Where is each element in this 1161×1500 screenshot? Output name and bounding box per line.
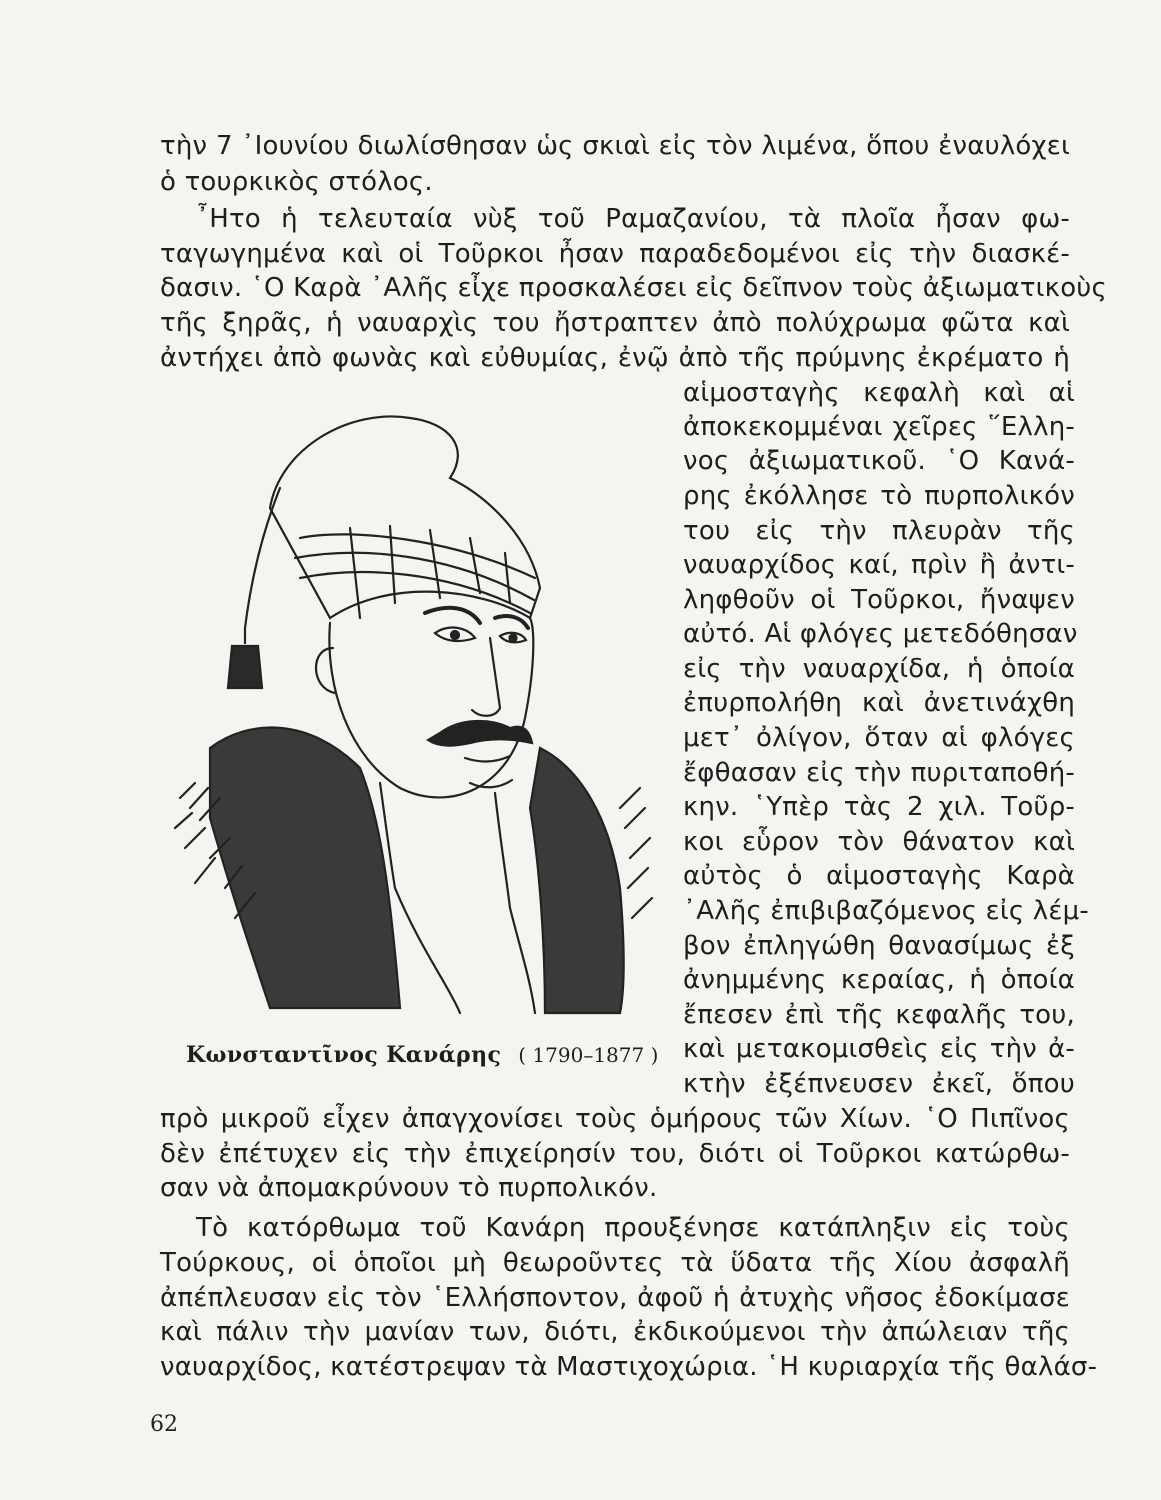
text-line: ταγωγημένα καὶ οἱ Τοῦρκοι ἦσαν παραδεδομένοι εἰς τὴν διασκέ- <box>160 239 1070 269</box>
text-line: καὶ μετακομισθεὶς εἰς τὴν ἀ- <box>683 1034 1075 1064</box>
text-line: ᾽Αλῆς ἐπιβιβαζόμενος εἰς λέμ- <box>683 896 1089 926</box>
text-line: πρὸ μικροῦ εἶχεν ἀπαγχονίσει τοὺς ὁμήρους τῶν Χίων. ῾Ο Πιπῖνος <box>160 1104 1070 1134</box>
text-line: καὶ πάλιν τὴν μανίαν των, διότι, ἐκδικούμενοι τὴν ἀπώλειαν τῆς <box>160 1317 1070 1347</box>
text-line: σαν νὰ ἀπομακρύνουν τὸ πυρπολικόν. <box>160 1173 658 1203</box>
text-line: τὴν 7 ᾽Ιουνίου διωλίσθησαν ὡς σκιαὶ εἰς τὸν λιμένα, ὅπου ἐναυλόχει <box>160 131 1070 161</box>
text-line: κοι εὗρον τὸν θάνατον καὶ <box>683 827 1075 857</box>
page-number: 62 <box>150 1412 178 1437</box>
paragraph-start: Τὸ κατόρθωμα τοῦ Κανάρη προυξένησε κατάπληξιν εἰς τοὺς <box>196 1213 1070 1243</box>
text-line: ἀντήχει ἀπὸ φωνὰς καὶ εὐθυμίας, ἐνῷ ἀπὸ τῆς πρύμνης ἐκρέματο ἡ <box>160 343 1070 373</box>
text-line: ἔπεσεν ἐπὶ τῆς κεφαλῆς του, <box>683 1000 1075 1030</box>
text-line: αὐτὸς ὁ αἱμοσταγὴς Καρὰ <box>683 861 1075 891</box>
caption-years: ( 1790–1877 ) <box>518 1043 659 1067</box>
portrait-icon <box>150 388 670 1018</box>
text-line: νος ἀξιωματικοῦ. ῾Ο Κανά- <box>683 446 1075 476</box>
text-line: κτὴν ἐξέπνευσεν ἐκεῖ, ὅπου <box>683 1069 1075 1099</box>
text-line: ἔφθασαν εἰς τὴν πυριταποθή- <box>683 758 1075 788</box>
text-line: τῆς ξηρᾶς, ἡ ναυαρχὶς του ἤστραπτεν ἀπὸ πολύχρωμα φῶτα καὶ <box>160 308 1070 338</box>
figure-caption <box>186 1040 658 1071</box>
text-line: του εἰς τὴν πλευρὰν τῆς <box>683 516 1075 546</box>
text-line: αἱμοσταγὴς κεφαλὴ καὶ αἱ <box>683 378 1075 408</box>
text-line: δὲν ἐπέτυχεν εἰς τὴν ἐπιχείρησίν του, διότι οἱ Τοῦρκοι κατώρθω- <box>160 1139 1070 1169</box>
text-line: ἀποκεκομμέναι χεῖρες ῞Ελλη- <box>683 412 1075 442</box>
text-line: κην. ῾Υπὲρ τὰς 2 χιλ. Τοῦρ- <box>683 792 1075 822</box>
caption-name: Κωνσταντῖνος Κανάρης <box>186 1042 502 1068</box>
text-line: ἀνημμένης κεραίας, ἡ ὁποία <box>683 965 1075 995</box>
text-line: Τούρκους, οἱ ὁποῖοι μὴ θεωροῦντες τὰ ὕδατα τῆς Χίου ἀσφαλῆ <box>160 1248 1070 1278</box>
text-line: εἰς τὴν ναυαρχίδα, ἡ ὁποία <box>683 654 1075 684</box>
text-line: ἐπυρπολήθη καὶ ἀνετινάχθη <box>683 688 1075 718</box>
text-line: βον ἐπληγώθη θανασίμως ἐξ <box>683 931 1075 961</box>
text-line: ληφθοῦν οἱ Τοῦρκοι, ἤναψεν <box>683 585 1075 615</box>
text-line: ρης ἐκόλλησε τὸ πυρπολικόν <box>683 481 1075 511</box>
portrait-engraving <box>150 388 670 1018</box>
text-line: μετ᾽ ὀλίγον, ὅταν αἱ φλόγες <box>683 723 1075 753</box>
text-line: δασιν. ῾Ο Καρὰ ᾽Αλῆς εἶχε προσκαλέσει εἰς δεῖπνον τοὺς ἀξιωματικοὺς <box>160 273 1108 303</box>
text-line: ἀπέπλευσαν εἰς τὸν ῾Ελλήσποντον, ἀφοῦ ἡ ἀτυχὴς νῆσος ἐδοκίμασε <box>160 1283 1070 1313</box>
text-line: αὐτό. Αἱ φλόγες μετεδόθησαν <box>683 619 1078 649</box>
text-line: ὁ τουρκικὸς στόλος. <box>160 167 433 197</box>
paragraph-start: ῏Ητο ἡ τελευταία νὺξ τοῦ Ραμαζανίου, τὰ πλοῖα ἦσαν φω- <box>196 204 1070 234</box>
text-line: ναυαρχίδος, κατέστρεψαν τὰ Μαστιχοχώρια. ῾Η κυριαρχία τῆς θαλάσ- <box>160 1352 1098 1382</box>
text-line: ναυαρχίδος καί, πρὶν ἢ ἀντι- <box>683 550 1075 580</box>
